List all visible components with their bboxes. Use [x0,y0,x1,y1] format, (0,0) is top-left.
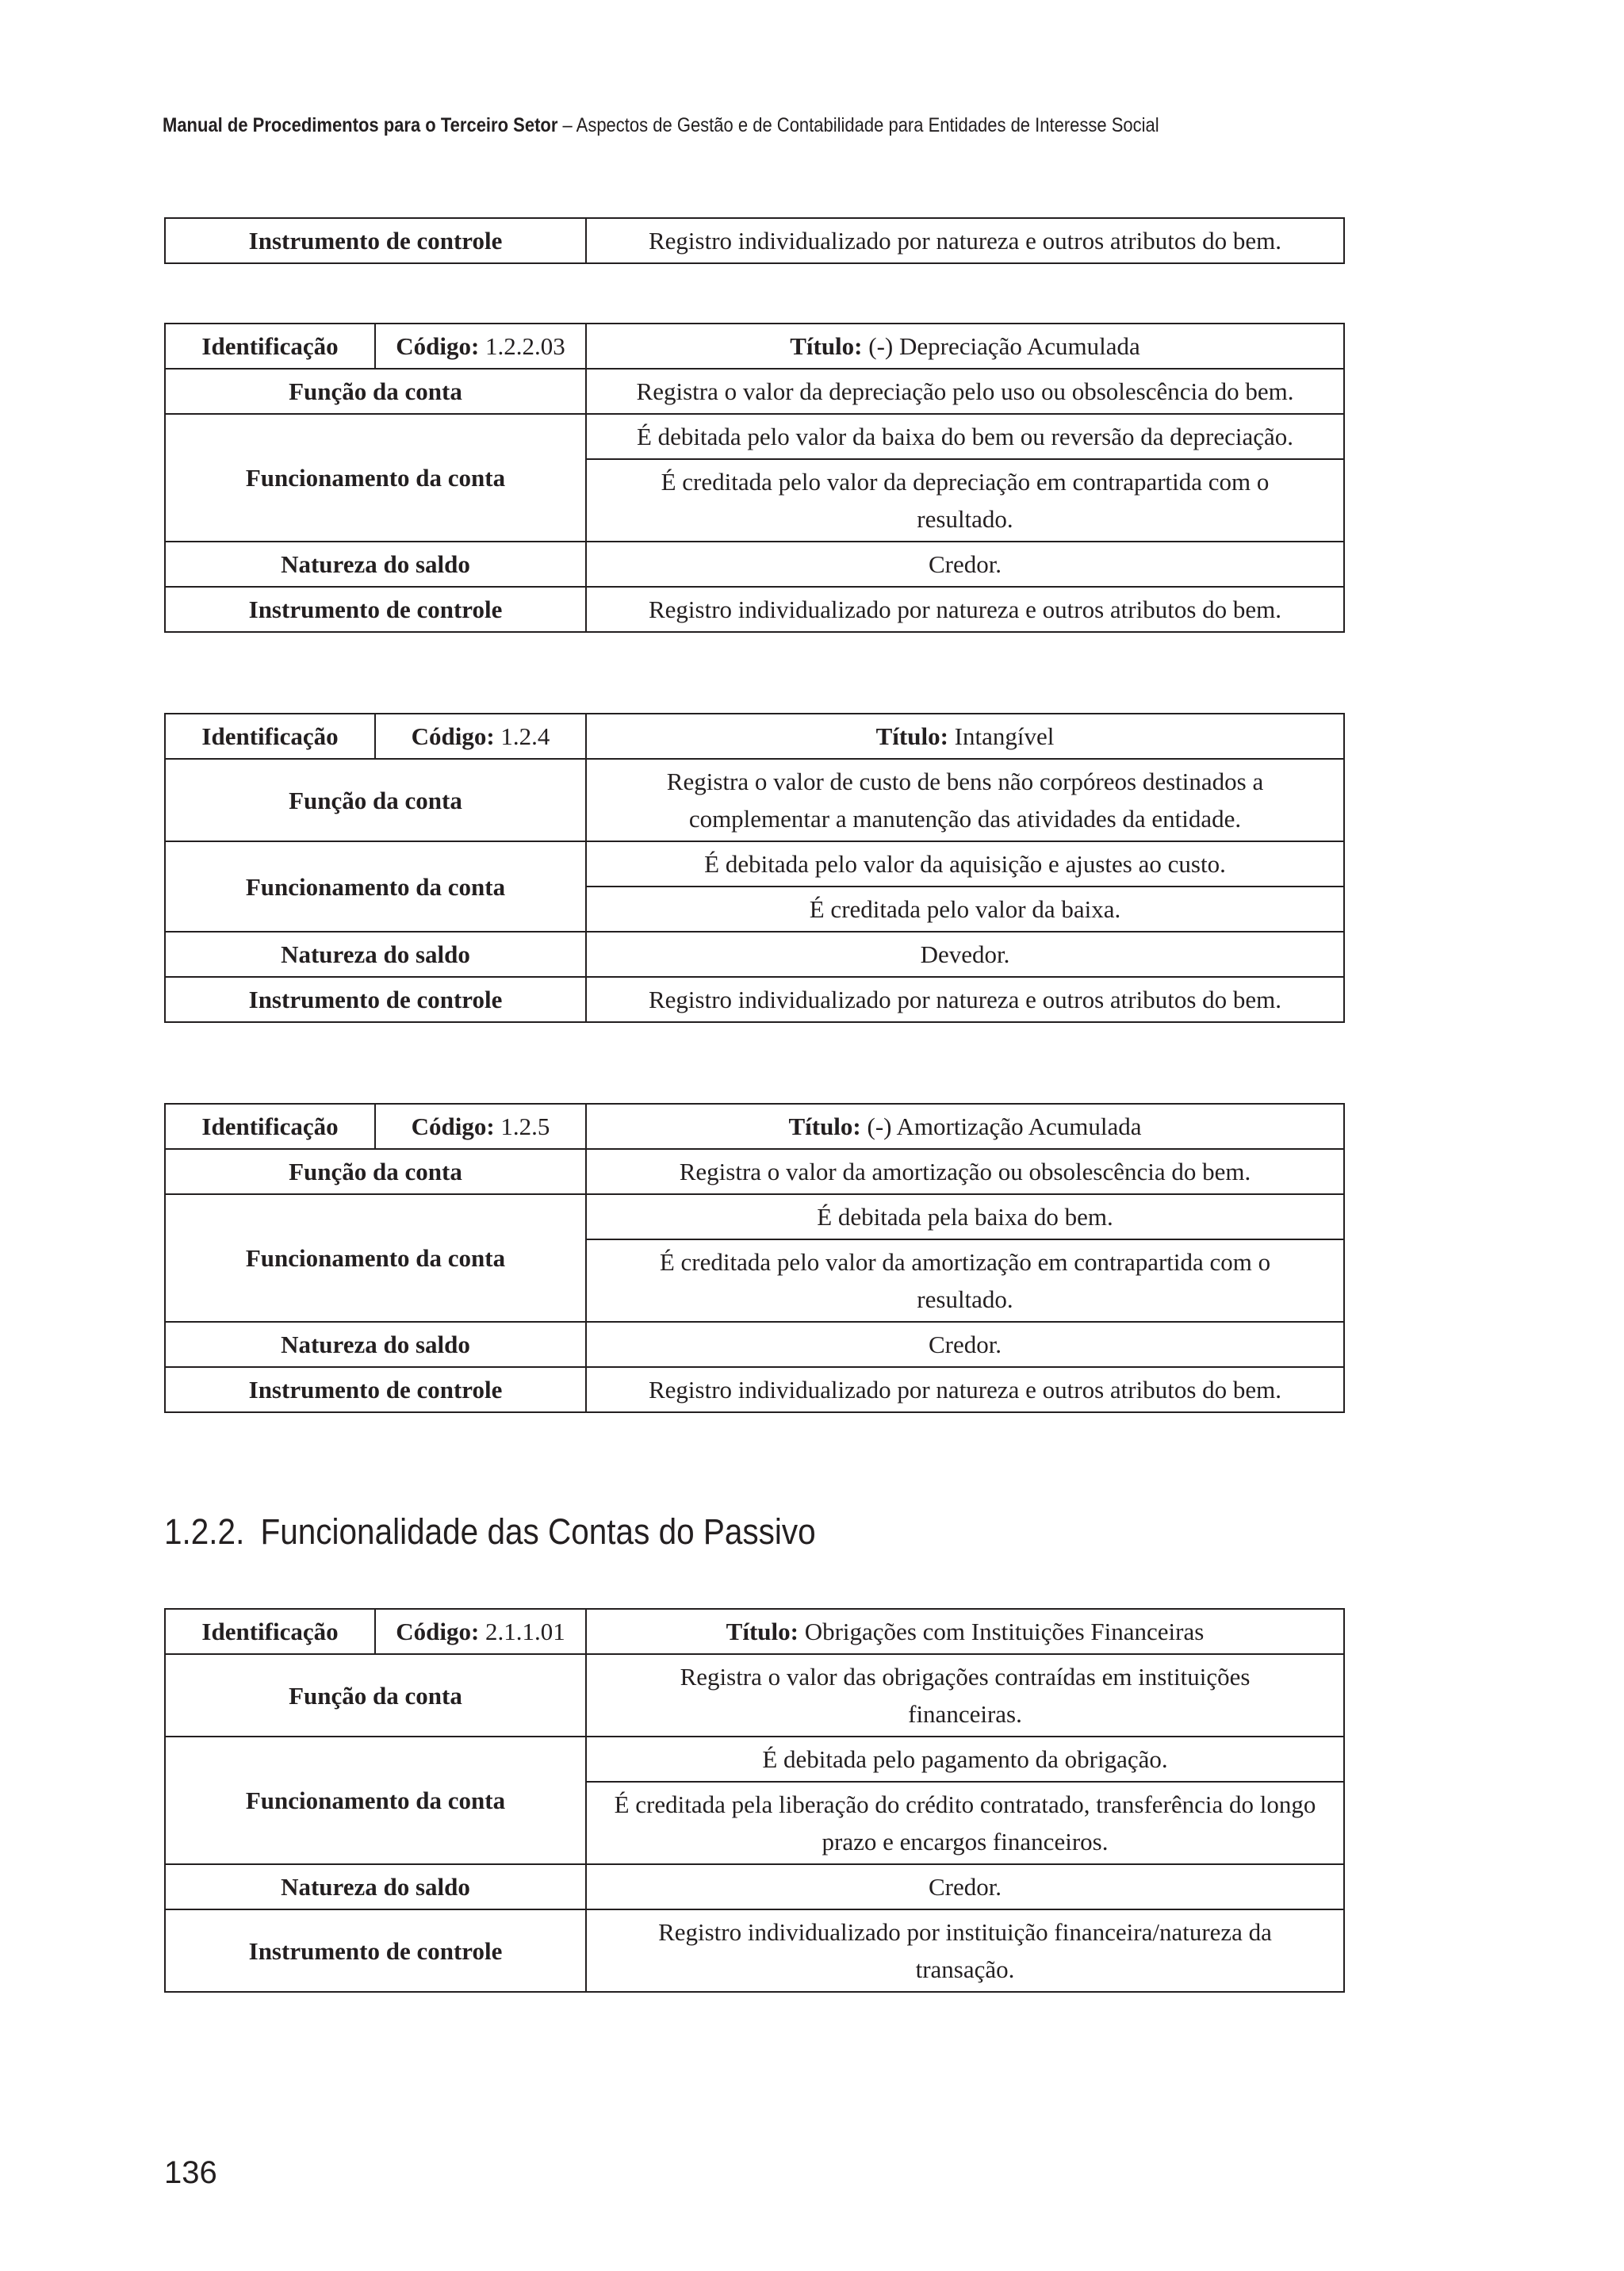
instrumento-value: Registro individualizado por instituição financeira/natureza da transação. [586,1909,1344,1992]
table-row [165,932,1344,977]
natureza-value: Credor. [586,542,1344,587]
titulo-value: (-) Depreciação Acumulada [868,332,1140,360]
table-row [165,542,1344,587]
instrumento-label: Instrumento de controle [165,977,586,1022]
titulo-cell [586,324,1344,369]
codigo-cell [375,1609,586,1654]
titulo-label: Título: [726,1618,799,1645]
funcao-label: Função da conta [165,759,586,841]
table-row [165,1104,1344,1149]
natureza-label: Natureza do saldo [165,932,586,977]
table-row [165,1737,1344,1782]
codigo-label: Código: [411,722,495,750]
codigo-cell [375,714,586,759]
table-row [165,1909,1344,1992]
section-heading [164,1511,816,1553]
credito-value: É creditada pelo valor da amortização em contrapartida com o resultado. [586,1239,1344,1322]
identificacao-label: Identificação [165,324,375,369]
funcao-label: Função da conta [165,369,586,414]
codigo-value: 1.2.5 [500,1113,550,1140]
table-row [165,1367,1344,1412]
titulo-label: Título: [788,1113,861,1140]
credito-value: É creditada pelo valor da depreciação em contrapartida com o resultado. [586,459,1344,542]
funcao-label: Função da conta [165,1654,586,1737]
titulo-cell [586,1609,1344,1654]
table-row [165,1194,1344,1239]
funcionamento-label: Funcionamento da conta [165,1194,586,1322]
funcao-label: Função da conta [165,1149,586,1194]
codigo-label: Código: [396,332,480,360]
funcao-value: Registra o valor da depreciação pelo uso ou obsolescência do bem. [586,369,1344,414]
section-number: 1.2.2. [164,1511,245,1552]
instrumento-label: Instrumento de controle [165,1909,586,1992]
credito-value: É creditada pela liberação do crédito contratado, transferência do longo prazo e encargos financeiros. [586,1782,1344,1864]
account-table-depreciacao [164,323,1345,633]
funcionamento-label: Funcionamento da conta [165,414,586,542]
identificacao-label: Identificação [165,1609,375,1654]
table-row [165,1322,1344,1367]
titulo-value: (-) Amortização Acumulada [867,1113,1142,1140]
debito-value: É debitada pelo valor da aquisição e ajustes ao custo. [586,841,1344,887]
codigo-value: 1.2.2.03 [485,332,565,360]
page-number: 136 [164,2155,217,2190]
instrumento-label: Instrumento de controle [165,218,586,263]
table-row [165,587,1344,632]
instrumento-value: Registro individualizado por natureza e outros atributos do bem. [586,218,1344,263]
account-table-amortizacao [164,1103,1345,1413]
credito-value: É creditada pelo valor da baixa. [586,887,1344,932]
natureza-label: Natureza do saldo [165,542,586,587]
header-title: Manual de Procedimentos para o Terceiro Setor [163,114,558,136]
debito-value: É debitada pelo valor da baixa do bem ou reversão da depreciação. [586,414,1344,459]
natureza-value: Devedor. [586,932,1344,977]
funcionamento-label: Funcionamento da conta [165,1737,586,1864]
debito-value: É debitada pela baixa do bem. [586,1194,1344,1239]
table-row [165,759,1344,841]
codigo-value: 2.1.1.01 [485,1618,565,1645]
natureza-value: Credor. [586,1322,1344,1367]
table-row [165,841,1344,887]
table-row [165,1609,1344,1654]
instrumento-label: Instrumento de controle [165,587,586,632]
titulo-cell [586,714,1344,759]
titulo-label: Título: [790,332,863,360]
codigo-value: 1.2.4 [500,722,550,750]
table-row [165,414,1344,459]
debito-value: É debitada pelo pagamento da obrigação. [586,1737,1344,1782]
table-row [165,324,1344,369]
identificacao-label: Identificação [165,1104,375,1149]
natureza-label: Natureza do saldo [165,1864,586,1909]
funcao-value: Registra o valor das obrigações contraídas em instituições financeiras. [586,1654,1344,1737]
table-row [165,218,1344,263]
account-table-obrigacoes [164,1608,1345,1993]
account-table-continued [164,217,1345,264]
table-row [165,1654,1344,1737]
natureza-value: Credor. [586,1864,1344,1909]
table-row [165,1149,1344,1194]
codigo-cell [375,1104,586,1149]
codigo-label: Código: [411,1113,495,1140]
table-row [165,977,1344,1022]
titulo-label: Título: [875,722,948,750]
codigo-cell [375,324,586,369]
natureza-label: Natureza do saldo [165,1322,586,1367]
instrumento-value: Registro individualizado por natureza e outros atributos do bem. [586,1367,1344,1412]
identificacao-label: Identificação [165,714,375,759]
table-row [165,369,1344,414]
titulo-cell [586,1104,1344,1149]
funcionamento-label: Funcionamento da conta [165,841,586,932]
table-row [165,1864,1344,1909]
funcao-value: Registra o valor de custo de bens não corpóreos destinados a complementar a manutenção das atividades da entidade. [586,759,1344,841]
table-row [165,714,1344,759]
section-title: Funcionalidade das Contas do Passivo [260,1511,816,1552]
funcao-value: Registra o valor da amortização ou obsolescência do bem. [586,1149,1344,1194]
titulo-value: Intangível [954,722,1055,750]
header-subtitle: – Aspectos de Gestão e de Contabilidade para Entidades de Interesse Social [557,114,1159,136]
instrumento-label: Instrumento de controle [165,1367,586,1412]
account-table-intangivel [164,713,1345,1023]
instrumento-value: Registro individualizado por natureza e outros atributos do bem. [586,977,1344,1022]
codigo-label: Código: [396,1618,480,1645]
instrumento-value: Registro individualizado por natureza e outros atributos do bem. [586,587,1344,632]
running-header [163,114,1159,137]
titulo-value: Obrigações com Instituições Financeiras [804,1618,1205,1645]
